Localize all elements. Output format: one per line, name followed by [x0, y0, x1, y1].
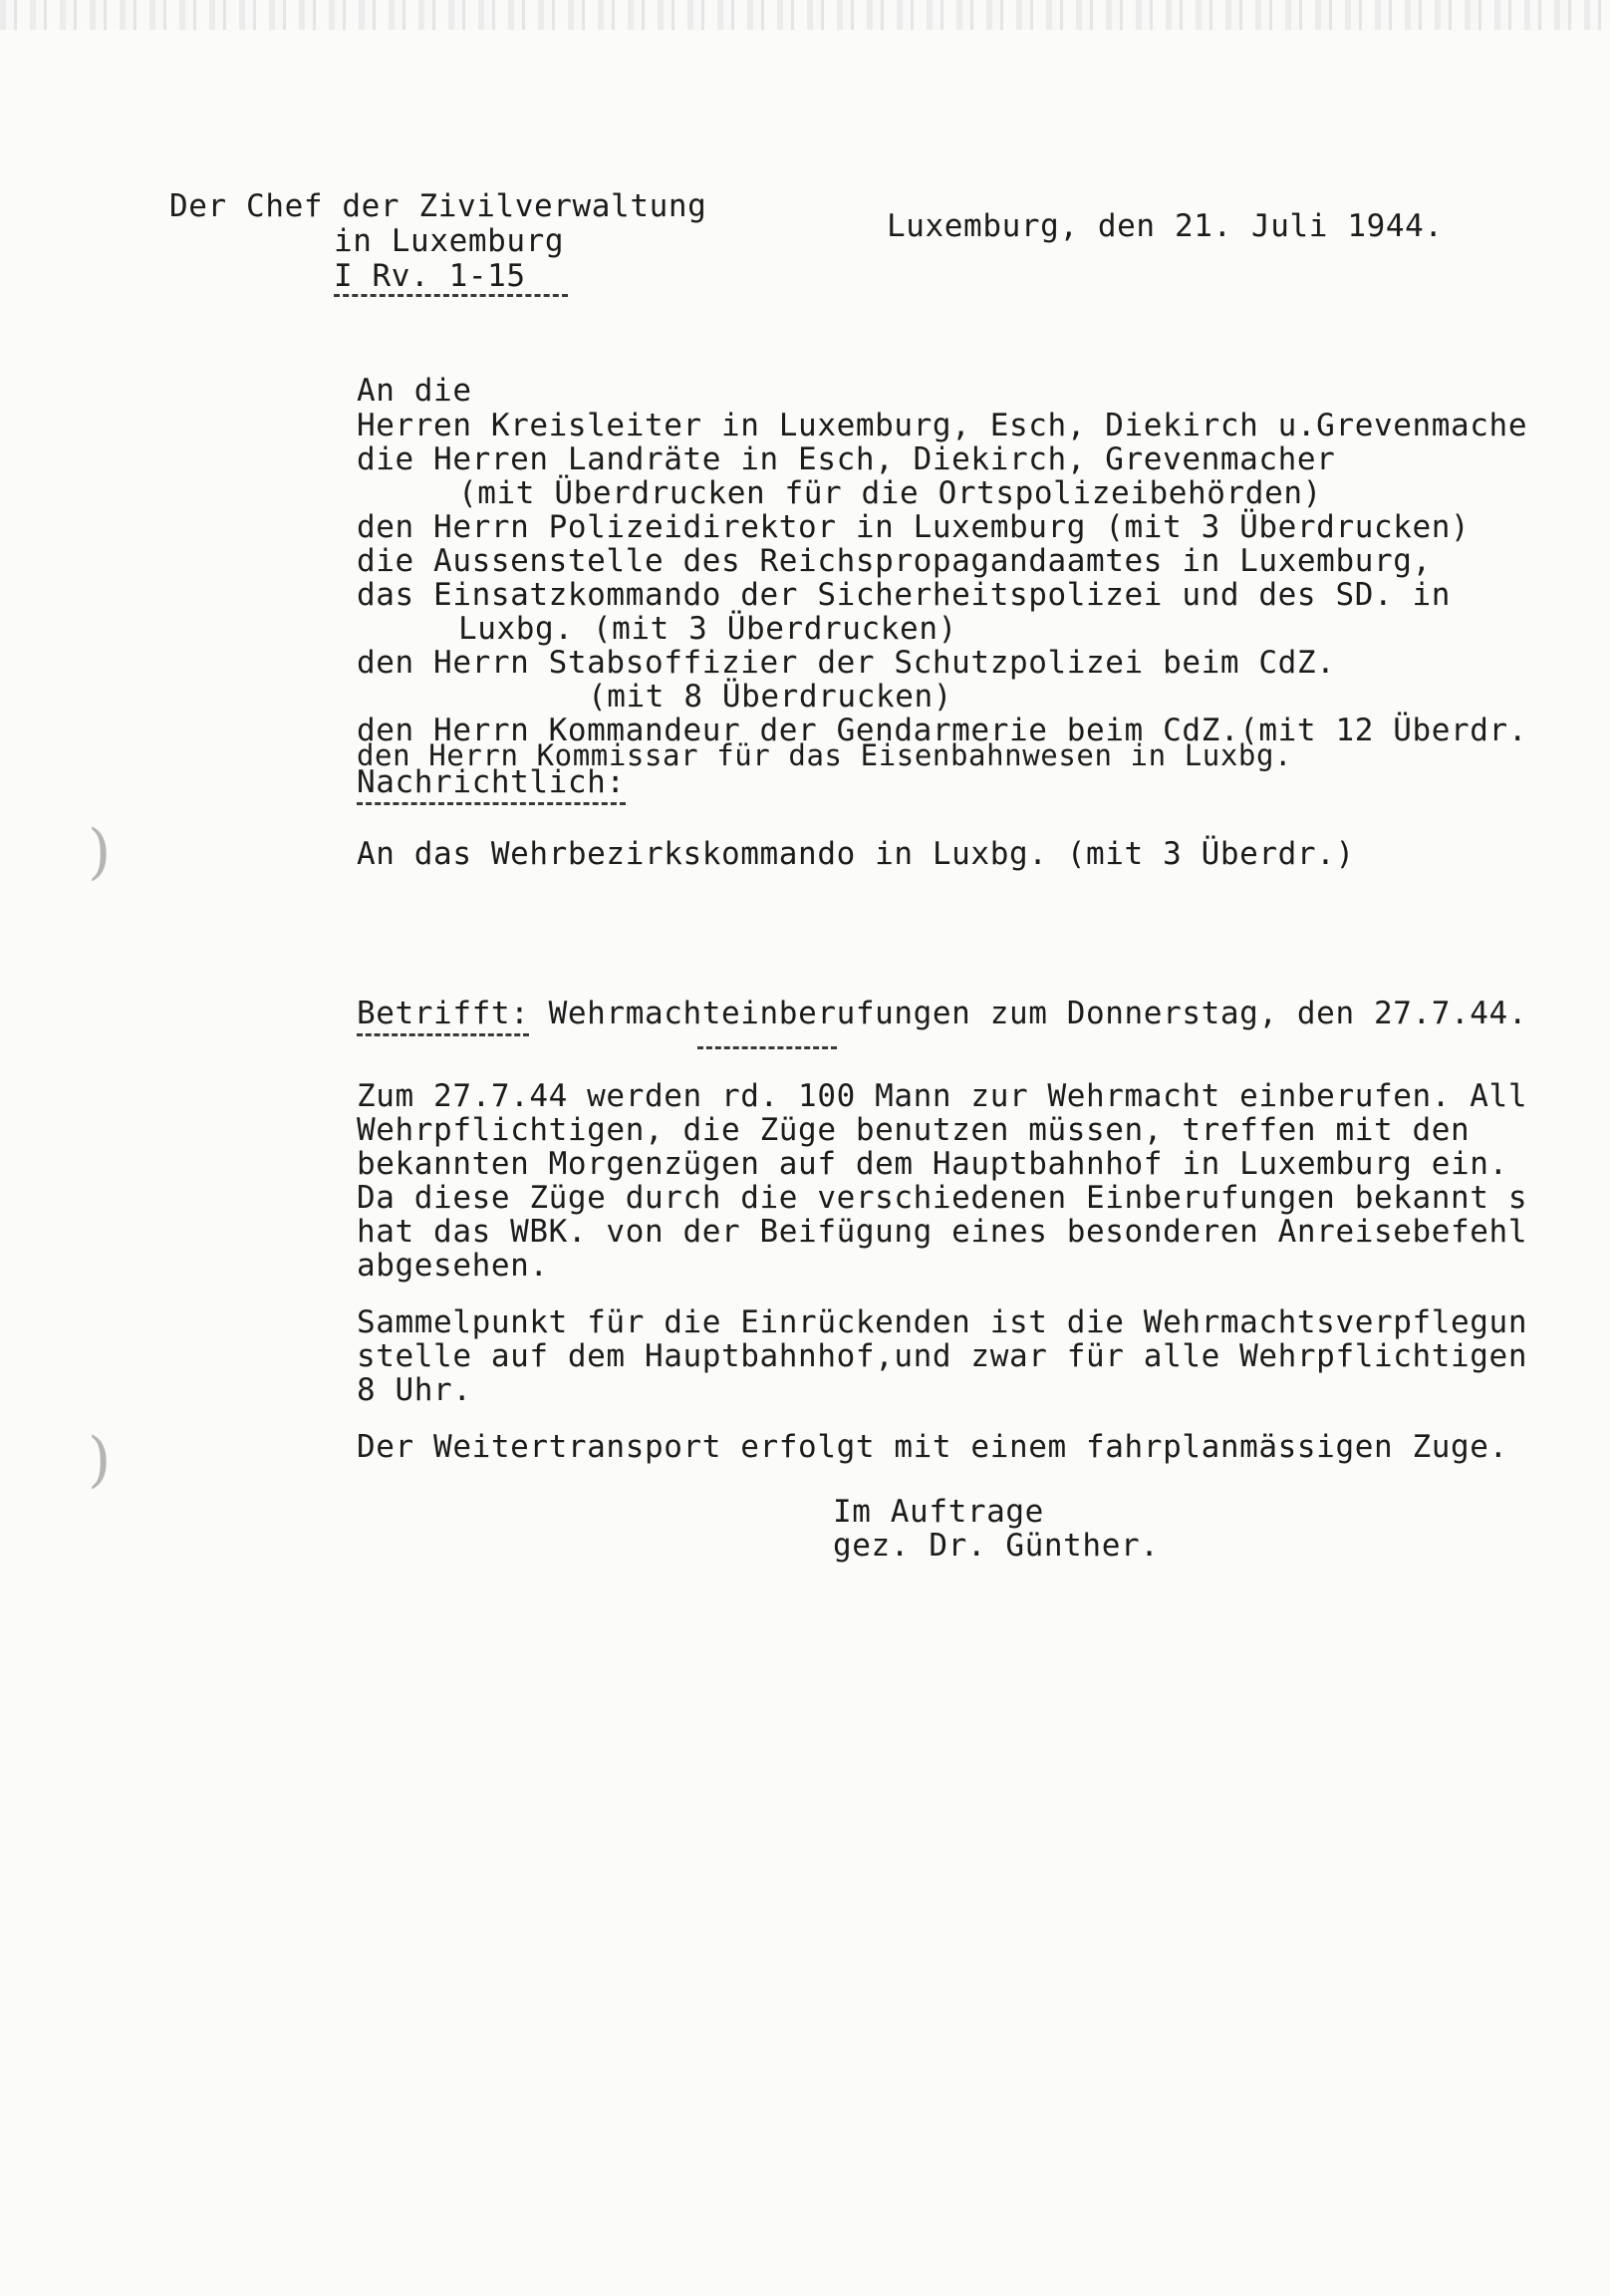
subject-line: [357, 997, 1527, 1030]
sender-line-2: in Luxemburg: [334, 223, 565, 259]
recipient-line: Herren Kreisleiter in Luxemburg, Esch, Diekirch u.Grevenmache: [357, 408, 1528, 443]
recipient-line: den Herrn Kommandeur der Gendarmerie beim CdZ.(mit 12 Überdr.: [357, 713, 1528, 748]
cc-heading-text: Nachrichtlich:: [357, 764, 626, 805]
subject-underline-mark: [697, 1046, 837, 1049]
body-line: Zum 27.7.44 werden rd. 100 Mann zur Wehrmacht einberufen. All: [357, 1078, 1528, 1114]
cc-line: An das Wehrbezirkskommando in Luxbg. (mit 3 Überdr.): [357, 836, 1355, 872]
recipient-line: die Aussenstelle des Reichspropagandaamtes in Luxemburg,: [357, 543, 1432, 579]
body-line: 8 Uhr.: [357, 1372, 472, 1408]
signature-line-2: gez. Dr. Günther.: [833, 1528, 1160, 1564]
sender-line-1: Der Chef der Zivilverwaltung: [169, 188, 707, 224]
body-line: Wehrpflichtigen, die Züge benutzen müssen, treffen mit den: [357, 1112, 1471, 1148]
body-line: bekannten Morgenzügen auf dem Hauptbahnhof in Luxemburg ein.: [357, 1146, 1508, 1182]
punch-hole-mark: ): [88, 817, 112, 887]
subject-text: Wehrmachteinberufungen zum Donnerstag, den 27.7.44.: [548, 996, 1528, 1031]
reference-underline: [334, 294, 568, 297]
signature-line-1: Im Auftrage: [833, 1494, 1044, 1530]
recipient-line: den Herrn Polizeidirektor in Luxemburg (mit 3 Überdrucken): [357, 509, 1471, 545]
recipient-line: (mit Überdrucken für die Ortspolizeibehörden): [458, 475, 1322, 511]
recipient-line: Luxbg. (mit 3 Überdrucken): [458, 611, 957, 647]
recipient-line: den Herrn Stabsoffizier der Schutzpolizei beim CdZ.: [357, 645, 1336, 681]
punch-hole-mark: ): [88, 1425, 112, 1495]
recipient-line: den Herrn Kommissar für das Eisenbahnwesen in Luxbg.: [357, 738, 1293, 772]
body-line: Der Weitertransport erfolgt mit einem fahrplanmässigen Zuge.: [357, 1429, 1508, 1465]
recipient-line: die Herren Landräte in Esch, Diekirch, Grevenmacher: [357, 441, 1336, 477]
body-line: stelle auf dem Hauptbahnhof,und zwar für alle Wehrpflichtigen: [357, 1338, 1528, 1374]
date-line: Luxemburg, den 21. Juli 1944.: [887, 208, 1444, 244]
cc-heading: [357, 765, 626, 799]
body-line: Da diese Züge durch die verschiedenen Einberufungen bekannt s: [357, 1180, 1528, 1216]
reference-number: I Rv. 1-15: [334, 258, 526, 294]
body-line: Sammelpunkt für die Einrückenden ist die Wehrmachtsverpflegun: [357, 1304, 1528, 1340]
scan-top-edge: [0, 0, 1610, 30]
body-line: abgesehen.: [357, 1248, 549, 1284]
recipient-line: das Einsatzkommando der Sicherheitspolizei und des SD. in: [357, 577, 1452, 613]
recipient-line: (mit 8 Überdrucken): [588, 679, 953, 715]
subject-label: Betrifft:: [357, 996, 529, 1036]
body-line: hat das WBK. von der Beifügung eines besonderen Anreisebefehl: [357, 1214, 1528, 1250]
recipients-intro: An die: [357, 373, 472, 409]
